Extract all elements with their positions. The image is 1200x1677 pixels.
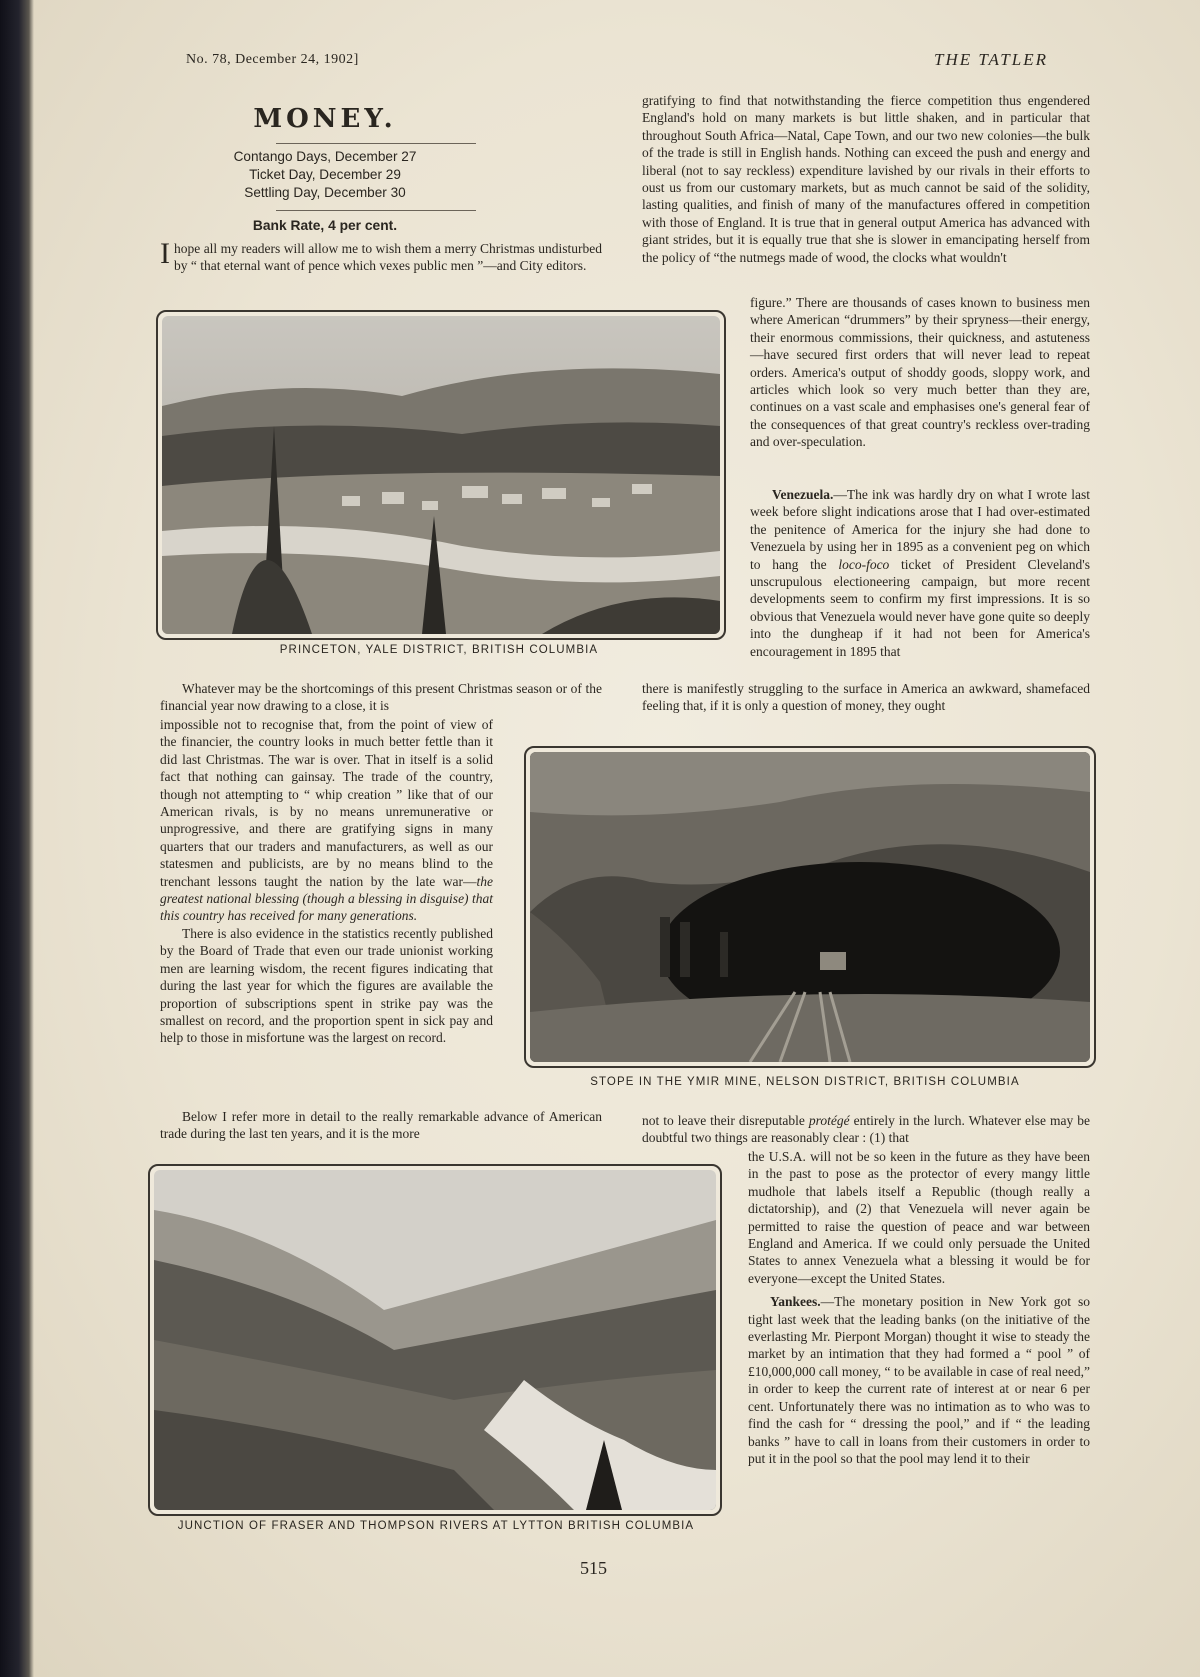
paragraph: ticket of President Cleveland's unscrupulous electioneering campaign, but more recent developments seem to confirm my first impressions. It is so obvious that Venezuela would never have gone quite so deeply into the dungheap if it had not been for America's encouragement in 1895 that (750, 556, 1090, 659)
dates-rule (276, 210, 476, 211)
paragraph: There is also evidence in the statistics recently published by the Board of Trade that even our trade unionist working men are learning wisdom, the recent figures indicating that during the last year for which the figures are available the proportion of subscriptions spent in strike pay was the smallest on record, and the proportion spent in sick pay and help to those in misfortune was the largest on record. (160, 925, 493, 1046)
date-line: Ticket Day, December 29 (249, 167, 401, 182)
left-body-intro (160, 680, 602, 715)
title-rule (276, 143, 476, 144)
paragraph: Below I refer more in detail to the really remarkable advance of American trade during the last ten years, and it is the more (160, 1109, 602, 1142)
paragraph: the U.S.A. will not be so keen in the future as they have been in the past to pose as the protector of every mangy little mudhole that labels itself a Republic (though really a dictatorship), and (2) that Venezuela will never again be permitted to raise the question of peace and war between England and America. If we could only persuade the United States to annex Venezuela what a blessing it would be for everyone—except the United States. (748, 1149, 1090, 1286)
bank-rate: Bank Rate, 4 per cent. (252, 218, 398, 233)
photo-princeton (156, 310, 726, 640)
paragraph: Whatever may be the shortcomings of this present Christmas season or of the financial year now drawing to a close, it is (160, 681, 602, 714)
paragraph: gratifying to find that notwithstanding the fierce competition thus engendered England's hold on many markets is but little shaken, and in particular that throughout South Africa—Natal, Cape Town, and our two new colonies—the bulk of the trade is still in English hands. Nothing can exceed the push and energy and liberal (not to say reckless) expenditure lavished by our rivals in their efforts to oust us from our customary markets, but as much cannot be said of the solidity, lasting qualities, and finish of many of the manufactures offered in competition with those of England. It is true that in general output America has advanced with giant strides, but it is equally true that she is slower in emancipating herself from the policy of “the nutmegs made of wood, the clocks what wouldn't (642, 93, 1090, 265)
left-body-bottom (160, 1108, 602, 1143)
caption-junction: JUNCTION OF FRASER AND THOMPSON RIVERS AT LYTTON BRITISH COLUMBIA (177, 1520, 695, 1532)
magazine-title: THE TATLER (934, 50, 1048, 69)
page-number: 515 (580, 1558, 607, 1578)
section-head: Venezuela. (772, 487, 834, 502)
intro-paragraph (160, 237, 602, 275)
page-title: MONEY. (253, 104, 397, 134)
paragraph: entirely in the lurch. Whatever else may be doubtful two things are reasonably clear : (1) that (642, 1113, 1090, 1146)
photo-junction (148, 1164, 722, 1516)
binding-spine (0, 0, 34, 1677)
settlement-dates (160, 148, 490, 202)
section-head: Yankees. (770, 1294, 821, 1310)
issue-header: No. 78, December 24, 1902] (186, 52, 359, 67)
right-column-top (642, 92, 1090, 266)
right-bottom-narrow (748, 1148, 1090, 1467)
right-column-narrow (750, 294, 1090, 451)
right-bottom-full (642, 1112, 1090, 1147)
paragraph: figure.” There are thousands of cases known to business men where American “drummers” by their spryness—their energy, their enormous commissions, their quickness, and astuteness—have secured first orders that will never lead to repeat orders. America's output of shoddy goods, sloppy work, and articles which look so very much better than they are, continues on a vast scale and emphasises one's general fear of the consequences of that great country's reckless over-trading and over-speculation. (750, 295, 1090, 450)
paragraph: —The monetary position in New York got so tight last week that the leading banks (on the initiative of the everlasting Mr. Pierpont Morgan) thought it wise to steady the market by an intimation that they had formed a “ pool ” of £10,000,000 call money, “ to be available in case of real need,” in order to keep the current rate of interest at or near 6 per cent. Unfortunately there was no intimation as to who was to find the cash for “ dressing the pool,” and if “ the leading banks ” have to call in loans from their customers in order to put it in the pool so that the pool may lend it to their (748, 1294, 1090, 1466)
italic-term: protégé (808, 1113, 850, 1128)
intro-text: hope all my readers will allow me to wish them a merry Christmas undisturbed by “ that eternal want of pence which vexes public men ”—and City editors. (174, 241, 602, 274)
caption-stope: STOPE IN THE YMIR MINE, NELSON DISTRICT, BRITISH COLUMBIA (590, 1076, 1020, 1088)
venezuela-continued (642, 680, 1090, 715)
paragraph: impossible not to recognise that, from the point of view of the financier, the country looks in much better fettle than it did last Christmas. The war is over. That in itself is a solid fact that nothing can gainsay. The trade of the country, though not attempting to “ whip creation ” like that of our American rivals, is by no means unremunerative or unprogressive, and there are gratifying signs in many quarters that our traders and manufacturers, as well as our statesmen and publicists, are by no means blind to the trenchant lessons taught the nation by the late war— (160, 717, 493, 889)
photo-stope (524, 746, 1096, 1068)
date-line: Contango Days, December 27 (233, 149, 417, 164)
venezuela-section (750, 486, 1090, 660)
italic-term: loco-foco (838, 556, 890, 572)
paragraph: there is manifestly struggling to the surface in America an awkward, shamefaced feeling that, if it is only a question of money, they ought (642, 681, 1090, 714)
caption-princeton: PRINCETON, YALE DISTRICT, BRITISH COLUMBIA (279, 644, 599, 656)
italic-quote: the greatest national blessing (though a blessing in disguise) that this country has received for many generations. (160, 873, 493, 924)
paragraph: not to leave their disreputable (642, 1113, 805, 1128)
drop-cap: I (160, 237, 170, 270)
left-body-narrow (160, 716, 493, 1047)
date-line: Settling Day, December 30 (244, 185, 406, 200)
paragraph: —The ink was hardly dry on what I wrote last week before slight indications arose that I had over-estimated the penitence of America for the injury she had done to Venezuela by using her in 1895 as a convenient peg on which to hang the (750, 487, 1090, 572)
